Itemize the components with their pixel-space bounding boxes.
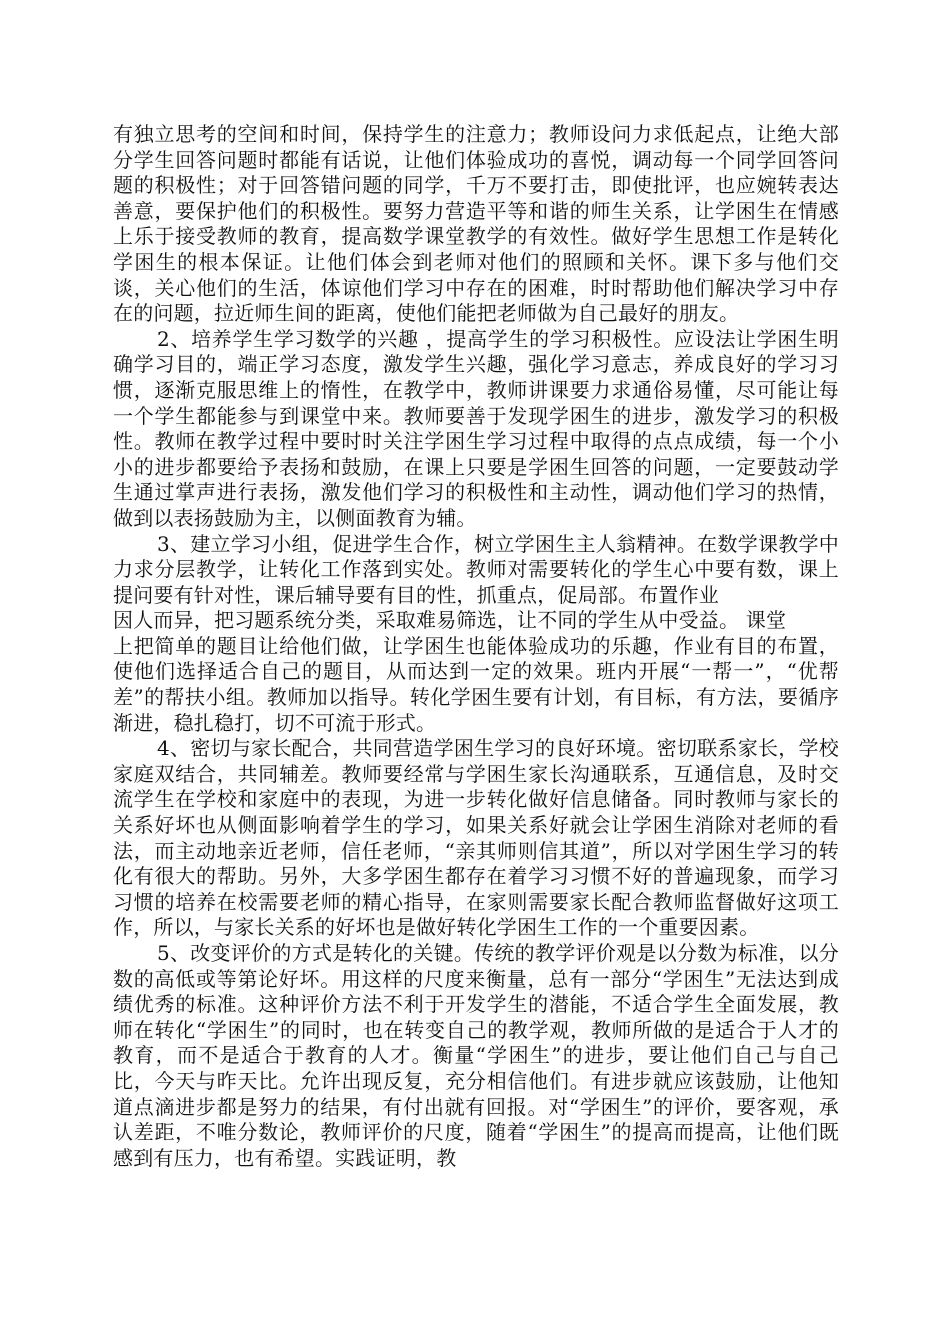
paragraph-1: 有独立思考的空间和时间，保持学生的注意力；教师设问力求低起点，让绝大部分学生回答问题时都能有话说，让他们体验成功的喜悦，调动每一个同学回答问题的积极性；对于回答错问题的同学，千万不要打击，即使批评，也应婉转表达善意，要保护他们的积极性。要努力营造平等和谐的师生关系，让学困生在情感上乐于接受教师的教育，提高数学课堂教学的有效性。做好学生思想工作是转化学困生的根本保证。让他们体会到老师对他们的照顾和关怀。课下多与他们交谈，关心他们的生活，体谅他们学习中存在的困难，时时帮助他们解决学习中存在的问题，拉近师生间的距离，使他们能把老师做为自己最好的朋友。 <box>113 122 839 326</box>
paragraph-3-continued: 上把简单的题目让给他们做，让学困生也能体验成功的乐趣，作业有目的布置，使他们选择适合自己的题目，从而达到一定的效果。班内开展“一帮一”，“优帮差”的帮扶小组。教师加以指导。转化学困生要有计划，有目标，有方法，要循序渐进，稳扎稳打，切不可流于形式。 <box>113 633 839 735</box>
paragraph-3-line: 因人而异，把习题系统分类，采取难易筛选，让不同的学生从中受益。 课堂 <box>113 608 787 633</box>
paragraph-2: 2、培养学生学习数学的兴趣 ，提高学生的学习积极性。应设法让学困生明确学习目的，端正学习态度，激发学生兴趣，强化学习意志，养成良好的学习习惯，逐渐克服思维上的惰性，在教学中，教师讲课要力求通俗易懂，尽可能让每一个学生都能参与到课堂中来。教师要善于发现学困生的进步，激发学习的积极性。教师在教学过程中要时时关注学困生学习过程中取得的点点成绩，每一个小小的进步都要给予表扬和鼓励，在课上只要是学困生回答的问题，一定要鼓动学生通过掌声进行表扬，激发他们学习的积极性和主动性，调动他们学习的热情，做到以表扬鼓励为主，以侧面教育为辅。 <box>113 326 839 530</box>
paragraph-3: 3、建立学习小组，促进学生合作，树立学困生主人翁精神。在数学课教学中力求分层教学，让转化工作落到实处。教师对需要转化的学生心中要有数，课上提问要有针对性，课后辅导要有目的性，抓重点，促局部。布置作业 <box>113 531 839 607</box>
document-body <box>113 122 839 1171</box>
paragraph-5: 5、改变评价的方式是转化的关键。传统的教学评价观是以分数为标准，以分数的高低或等第论好坏。用这样的尺度来衡量，总有一部分“学困生”无法达到成绩优秀的标准。这种评价方法不利于开发学生的潜能，不适合学生全面发展，教师在转化“学困生”的同时，也在转变自己的教学观，教师所做的是适合于人才的教育，而不是适合于教育的人才。衡量“学困生”的进步，要让他们自己与自己比，今天与昨天比。允许出现反复，充分相信他们。有进步就应该鼓励，让他知道点滴进步都是努力的结果，有付出就有回报。对“学困生”的评价，要客观，承认差距，不唯分数论，教师评价的尺度，随着“学困生”的提高而提高，让他们既感到有压力，也有希望。实践证明，教 <box>113 941 839 1170</box>
paragraph-4: 4、密切与家长配合，共同营造学困生学习的良好环境。密切联系家长，学校家庭双结合，共同辅差。教师要经常与学困生家长沟通联系，互通信息，及时交流学生在学校和家庭中的表现，为进一步转化做好信息储备。同时教师与家长的关系好坏也从侧面影响着学生的学习，如果关系好就会让学困生消除对老师的看法，而主动地亲近老师，信任老师，“亲其师则信其道”，所以对学困生学习的转化有很大的帮助。另外，大多学困生都存在着学习习惯不好的普遍现象，而学习习惯的培养在校需要老师的精心指导，在家则需要家长配合教师监督做好这项工作，所以，与家长关系的好坏也是做好转化学困生工作的一个重要因素。 <box>113 736 839 940</box>
